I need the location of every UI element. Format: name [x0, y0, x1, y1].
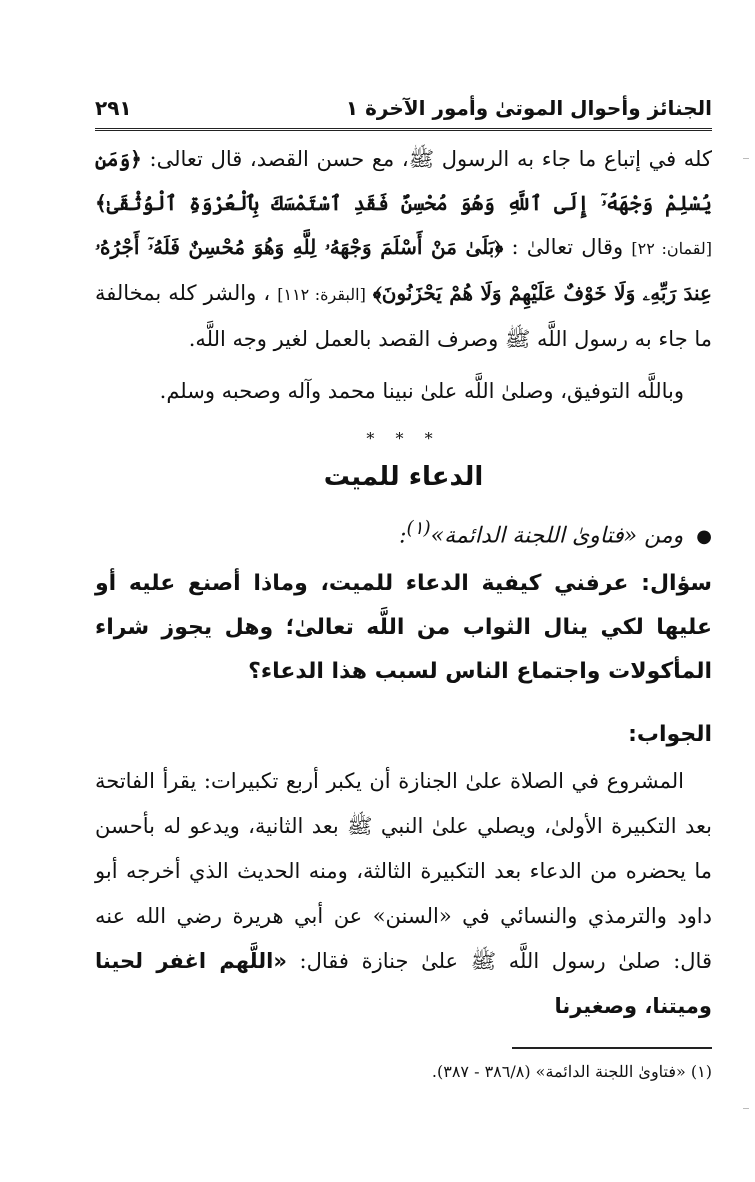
running-title: الجنائز وأحوال الموتىٰ وأمور الآخرة ١: [345, 96, 712, 120]
paragraph-connector: وقال تعالىٰ :: [511, 235, 624, 259]
footnote-marker: (١): [406, 518, 431, 539]
page-edge-mark: [743, 158, 749, 159]
quran-verse-baqarah: ﴿بَلَىٰ مَنْ أَسْلَمَ وَجْهَهُۥ لِلَّهِ وَهُوَ مُحْسِنٌ فَلَهُۥٓ أَجْرُهُۥ عِندَ رَبِّهِۦ وَلَا خَوْفٌ عَلَيْهِمْ وَلَا هُمْ يَحْزَنُونَ﴾: [95, 235, 712, 305]
closing-line: وباللَّه التوفيق، وصلىٰ اللَّه علىٰ نبينا محمد وآله وصحبه وسلم.: [159, 379, 684, 403]
page-number: ٢٩١: [95, 96, 132, 120]
section-title: الدعاء للميت: [323, 462, 484, 492]
verse-reference-luqman: [لقمان: ٢٢]: [631, 239, 712, 258]
source-line: [95, 518, 712, 548]
hadith-quote: «اللَّهم اغفر لحينا وميتنا، وصغيرنا: [95, 949, 712, 1019]
verse-reference-baqarah: [البقرة: ١١٢]: [277, 285, 366, 304]
question-text: سؤال: عرفني كيفية الدعاء للميت، وماذا أصنع عليه أو عليها لكي ينال الثواب من اللَّه تعالىٰ؛ وهل يجوز شراء المأكولات واجتماع الناس لسبب هذا الدعاء؟: [95, 571, 712, 685]
answer-paragraph: [95, 759, 712, 1029]
opening-paragraph: [95, 137, 712, 361]
page-edge-mark: [743, 1108, 749, 1109]
footnote-rule: [512, 1047, 712, 1049]
source-colon: :: [399, 523, 407, 549]
quran-verse-luqman: ﴿وَمَن يُسْلِمْ وَجْهَهُۥٓ إِلَى ٱللَّهِ وَهُوَ مُحْسِنٌ فَقَدِ ٱسْتَمْسَكَ بِٱلْعُرْوَةِ ٱلْوُثْقَىٰ﴾: [95, 147, 712, 215]
source-title: ومن «فتاوىٰ اللجنة الدائمة»: [430, 523, 684, 549]
paragraph-intro: كله في إتباع ما جاء به الرسول ﷺ، مع حسن القصد، قال تعالى:: [149, 147, 712, 171]
book-page: [95, 96, 712, 1085]
running-header: [95, 96, 712, 128]
footnote: (١) «فتاوىٰ اللجنة الدائمة» (٣٨٦/٨ - ٣٨٧).: [431, 1062, 712, 1082]
section-separator: * * *: [366, 429, 441, 448]
bullet-icon: ●: [696, 526, 712, 548]
paragraph-tail: ، والشر كله بمخالفة ما جاء به رسول اللَّه ﷺ وصرف القصد بالعمل لغير وجه اللَّه.: [95, 281, 712, 351]
header-rule: [95, 128, 712, 131]
answer-text: المشروع في الصلاة علىٰ الجنازة أن يكبر أربع تكبيرات: يقرأ الفاتحة بعد التكبيرة الأولىٰ، ويصلي علىٰ النبي ﷺ بعد الثانية، ويدعو له بأحسن ما يحضره من الدعاء بعد التكبيرة الثالثة، ومنه الحديث الذي أخرجه أبو داود والترمذي والنسائي في «السنن» عن أبي هريرة رضي الله عنه قال: صلىٰ رسول اللَّه ﷺ علىٰ جنازة فقال:: [95, 769, 712, 974]
answer-label: الجواب:: [628, 722, 712, 748]
